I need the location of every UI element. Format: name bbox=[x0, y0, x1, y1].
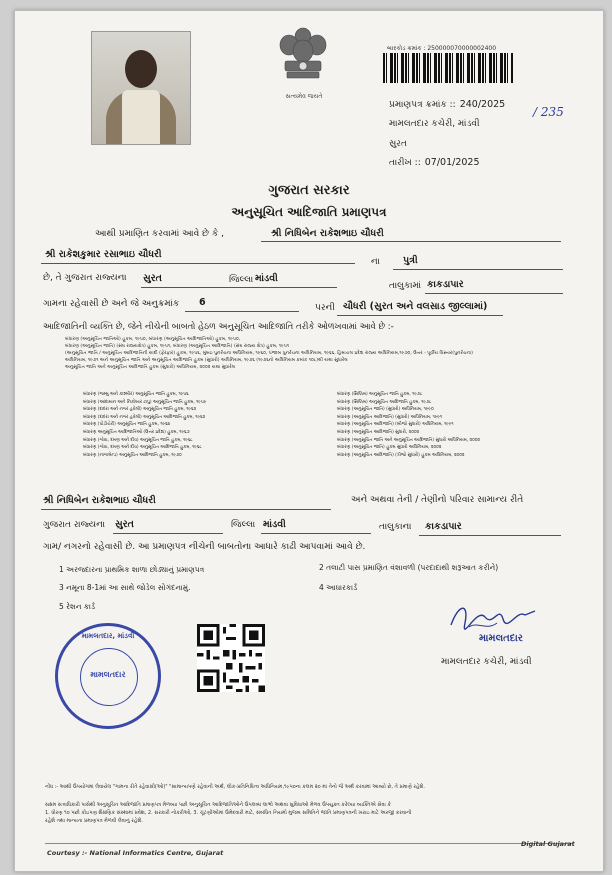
taluka: માંડવી bbox=[255, 273, 278, 284]
act-right-item: બંધારણ (અનુસૂચિત જાતિ અને અનુસૂચિત આદિજાતિ) સુધારો અધિનિયમ, ૨૦૦૨ bbox=[337, 437, 480, 443]
act-item: (અનુસૂચિત જાતિ / અનુસૂચિત આદિજાતિની યાદી (ફેરફાર) હુકમ, ૧૯૫૬, મુંબઇ પુનર્રચના અધિનિયમ, ૧૯૬૦, પંજાબ પુનર્રચના અધિનિયમ, ૧૯૬૬, હિમાચલ પ્રદેશ રાજ્ય અધિનિયમ,૧૯૭૦, ઉત્તર - પૂર્વીય વિસ્તાર(પુનર્રચના) bbox=[65, 351, 473, 356]
footer-note: રહેશે તથા માન્યતા પ્રમાણપત્ર મેળવી લેવાનું રહેશે. bbox=[45, 818, 143, 824]
act-item: બંધારણ (અનુસૂચિત જાતિ) (સંઘ રાજ્યક્ષેત્ર) હુકમ, ૧૯૫૧, બંધારણ (અનુસૂચિત આદિજાતિ) (સંઘ રાજ્ય ક્ષેત્ર) હુકમ, ૧૯૫૧ bbox=[65, 344, 290, 349]
issue-date-row bbox=[389, 157, 480, 168]
act-left-item: બંધારણ (ગોવા, દમણ અને દીવ) અનુસૂચિત જાતિ હુકમ, ૧૯૬૮ bbox=[83, 437, 193, 443]
act-right-item: બંધારણ (સિક્કિમ) અનુસૂચિત આદિજાતિ હુકમ, ૧૯૭૮ bbox=[337, 399, 432, 405]
state-prefix-2: ગુજરાત રાજ્યના bbox=[43, 520, 106, 530]
acts-left-column bbox=[83, 391, 206, 459]
recognition-text: આદિજાતિની વ્યક્તિ છે, જેને નીચેની બાબતો હેઠળ અનુસૂચિત આદિજાતિ તરીકે ઓળખવામાં આવે છે :- bbox=[43, 322, 394, 332]
holder-photo bbox=[91, 31, 191, 145]
act-right-item: બંધારણ (સિક્કિમ) અનુસૂચિત જાતિ હુકમ, ૧૯૭૮ bbox=[337, 392, 423, 397]
official-seal bbox=[55, 623, 161, 729]
document-item-4: 4 આધારકાર્ડ bbox=[319, 583, 358, 592]
certificate-title: અનુસૂચિત આદિજાતિ પ્રમાણપત્ર bbox=[231, 205, 387, 219]
signature-scribble bbox=[447, 597, 539, 637]
barcode-label: બારકોડ ક્રમાંક : 250000070000002400 bbox=[387, 45, 497, 52]
document-item-1: 1 અરજદારના પ્રાથમિક શાળા છોડ્યાનું પ્રમાણપત્ર bbox=[59, 565, 205, 574]
village-2: કાકડાપાર bbox=[425, 521, 462, 532]
acts-right-column bbox=[337, 391, 480, 459]
act-left-item: બંધારણ (જમ્મુ અને કાશ્મીર) અનુસૂચિત જાતિ હુકમ, ૧૯૫૬ bbox=[83, 392, 189, 397]
state-district-2: સુરત bbox=[115, 519, 134, 530]
act-left-item: બંધારણ (પોંડીચેરી) અનુસૂચિત જાતિ હુકમ, ૧૯૬૪ bbox=[83, 422, 171, 428]
tribe-label: પરની bbox=[315, 303, 335, 313]
act-right-item: બંધારણ (અનુસૂચિત આદિજાતિ) સુધારો, ૨૦૦૨ bbox=[337, 429, 420, 435]
document-item-5: 5 રેશન કાર્ડ bbox=[59, 602, 96, 611]
serial-number: 6 bbox=[199, 297, 206, 308]
issuing-district: સુરત bbox=[389, 139, 407, 149]
act-left-item: બંધારણ (દાદરા અને નગર હવેલી) અનુસૂચિત જાતિ હુકમ, ૧૯૬૨ bbox=[83, 407, 197, 413]
certificate-page bbox=[14, 10, 604, 872]
state-district: સુરત bbox=[143, 273, 162, 284]
act-right-item: બંધારણ (અનુસૂચિત જાતિ) હુકમ સુધારો અધિનિયમ, ૨૦૦૨ bbox=[337, 445, 442, 451]
village: કાકડાપાર bbox=[427, 279, 464, 290]
act-item: અધિનિયમ, ૧૯૭૧ અને અનુસૂચિત જાતિ અને અનુસૂચિત આદિજાતિ હુકમ (સુધારો) અધિનિયમ, ૧૯૭૬ (૧૯૭૬નો અધિનિયમ ક્રમાંક ૧૦૮)થી યથા સુધારેલ bbox=[65, 358, 348, 363]
act-left-item: બંધારણ (ગોવા, દમણ અને દીવ) અનુસૂચિત આદિજાતિ હુકમ, ૧૯૬૮ bbox=[83, 445, 202, 451]
footer-note: સક્ષમ સત્તાધિકારી પાસેથી અનુસૂચિત આદિજાતિ પ્રમાણપત્ર મેળવ્યા પછી અનુસૂચિત આદિજાતિઓને ઉપલબ્ધ લાભો અથવા સુવિધાઓ મેળવ ઉપયુક્ત કરેલ્યા વ્યક્તિએ સેવા કે bbox=[45, 802, 391, 808]
district-label: જિલ્લા bbox=[229, 275, 254, 285]
document-item-2: 2 તલાટી પાસ પ્રમાણિત વંશાવળી (પરદાદાથી શરૂઆત કરીને) bbox=[319, 563, 499, 572]
certificate-number: 240/2025 bbox=[459, 99, 506, 110]
footer-note: નોંધ :- આથી ઉપયોગમાં લેવાયેલ "ગામના રીતે રહેવાસી(ઓ)" "સામાન્યપણે રહેવાની અર્થ, લોક-પ્રતિનિધિત્વ અધિનિયમ,૧૯૫૦ના કલમ ૨૦ માં તેનો જે અર્થ કરવામાં આવ્યો છે, તે પ્રમાણે રહેશે. bbox=[45, 784, 425, 790]
certificate-number-label: પ્રમાણપત્ર ક્રમાંક :: bbox=[389, 100, 456, 110]
qr-code bbox=[197, 624, 265, 692]
state-prefix: છે, તે ગુજરાત રાજ્યના bbox=[43, 273, 127, 283]
act-item: અનુસૂચિત જાતિ અને અનુસૂચિત આદિજાતિ હુકમ (સુધારો) અધિનિયમ, ૨૦૦૨ યથા સુધારેલ bbox=[65, 365, 236, 370]
holder-name-repeat: શ્રી નિધિબેન રાકેશભાઇ ચૌધરી bbox=[43, 495, 156, 506]
act-left-item: બંધારણ (નાગાલેન્ડ) અનુસૂચિત આદિજાતિ હુકમ, ૧૯૭૦ bbox=[83, 452, 182, 458]
digital-gujarat-label: Digital Gujarat bbox=[521, 840, 575, 848]
act-right-item: બંધારણ (અનુસૂચિત જાતિ) (સુધારો) અધિનિયમ, ૧૯૯૦ bbox=[337, 407, 434, 413]
footer-note: 1. ધોરણ ૧૦ પછી કોઇપણ શૈક્ષણિક સંસ્થામાં પ્રવેશ, 2. સરકારી નોકરીઓ, 3. ચૂંટણીઓમાં ઉમેદવારી માટે, સંબંધિત નિયમો મુજબ સમિતિને જાતિ પ્રમાણપત્રની ખરાઇ માટે અરજી કરવાની bbox=[45, 810, 412, 816]
issue-date-label: તારીખ :: bbox=[389, 158, 421, 168]
tribe-name: ચૌધરી (સુરત અને વલસાડ જીલ્લામાં) bbox=[343, 301, 488, 312]
issuing-office: મામલતદાર કચેરી, માંડવી bbox=[389, 119, 480, 129]
relation: પુત્રી bbox=[403, 255, 418, 266]
certificate-number-row bbox=[389, 99, 505, 110]
act-right-item: બંધારણ (અનુસૂચિત આદિજાતિ) (બીજો સુધારો) અધિનિયમ, ૧૯૯૧ bbox=[337, 422, 454, 428]
acts-list bbox=[65, 336, 473, 371]
resident-text: ગામના રહેવાસી છે અને જે અનુક્રમાંક bbox=[43, 299, 180, 309]
emblem-caption: સત્યમેવ જયતે bbox=[285, 93, 323, 100]
act-left-item: બંધારણ (આંદામાન અને નિકોબાર ટાપુ) અનુસૂચિત જાતિ હુકમ, ૧૯૫૯ bbox=[83, 399, 207, 405]
taluka-2: માંડવી bbox=[263, 519, 286, 530]
holder-name: શ્રી નિધિબેન રાકેશભાઇ ચૌધરી bbox=[271, 228, 384, 239]
government-title: ગુજરાત સરકાર bbox=[268, 183, 350, 198]
footer-notes bbox=[45, 777, 573, 844]
signatory-title: મામલતદાર bbox=[479, 633, 523, 644]
seal-center-text: મામલતદાર bbox=[90, 670, 126, 679]
parent-name: શ્રી રાકેશકુમાર રસાભાઇ ચૌધરી bbox=[45, 249, 162, 260]
closing-text: ગામ/ નગરનો રહેવાસી છે. આ પ્રમાણપત્ર નીચેની બાબતોના આધારે કાઢી આપવામાં આવે છે. bbox=[43, 542, 366, 552]
national-emblem-icon bbox=[275, 25, 331, 101]
courtesy-text: Courtesy :- National Informatics Centre, Gujarat bbox=[47, 849, 224, 857]
issue-date: 07/01/2025 bbox=[424, 157, 480, 168]
act-left-item: બંધારણ અનુસૂચિત આદિજાતિઓ (ઉત્તર પ્રદેશ) હુકમ, ૧૯૬૭ bbox=[83, 429, 190, 435]
district-label-2: જિલ્લા bbox=[231, 520, 256, 530]
seal-top-text: મામલતદાર, માંડવી bbox=[81, 632, 135, 640]
document-item-3: 3 નમૂના 8-1માં આ સાથે જોડેલ સોગંદનામું. bbox=[59, 583, 191, 592]
relation-label: ના bbox=[371, 257, 380, 267]
act-right-item: બંધારણ (અનુસૂચિત આદિજાતિ) (સુધારો) અધિનિયમ, ૧૯૯૧ bbox=[337, 414, 443, 420]
certify-prefix: આથી પ્રમાણિત કરવામાં આવે છે કે , bbox=[95, 229, 224, 239]
act-left-item: બંધારણ (દાદરા અને નગર હવેલી) અનુસૂચિત આદિજાતિ હુકમ, ૧૯૬૨ bbox=[83, 414, 206, 420]
village-label: તાલુકામાં bbox=[389, 281, 422, 291]
village-label-2: તાલુકાના bbox=[379, 522, 412, 532]
signatory-office: મામલતદાર કચેરી, માંડવી bbox=[441, 657, 532, 667]
act-item: બંધારણ (અનુસૂચિત જાતિઓ) હુકમ, ૧૯૫૦, બંધારણ (અનુસૂચિત આદિજાતિઓ) હુકમ, ૧૯૫૦, bbox=[65, 337, 241, 342]
act-right-item: બંધારણ (અનુસૂચિત આદિજાતિ) (ત્રીજો સુધારો) હુકમ અધિનિયમ, ૨૦૦૨ bbox=[337, 452, 465, 458]
family-text: અને અથવા તેની / તેણીનો પરિવાર સામાન્ય રીતે bbox=[351, 495, 524, 505]
handwritten-number: / 235 bbox=[533, 105, 564, 119]
barcode bbox=[383, 53, 513, 83]
